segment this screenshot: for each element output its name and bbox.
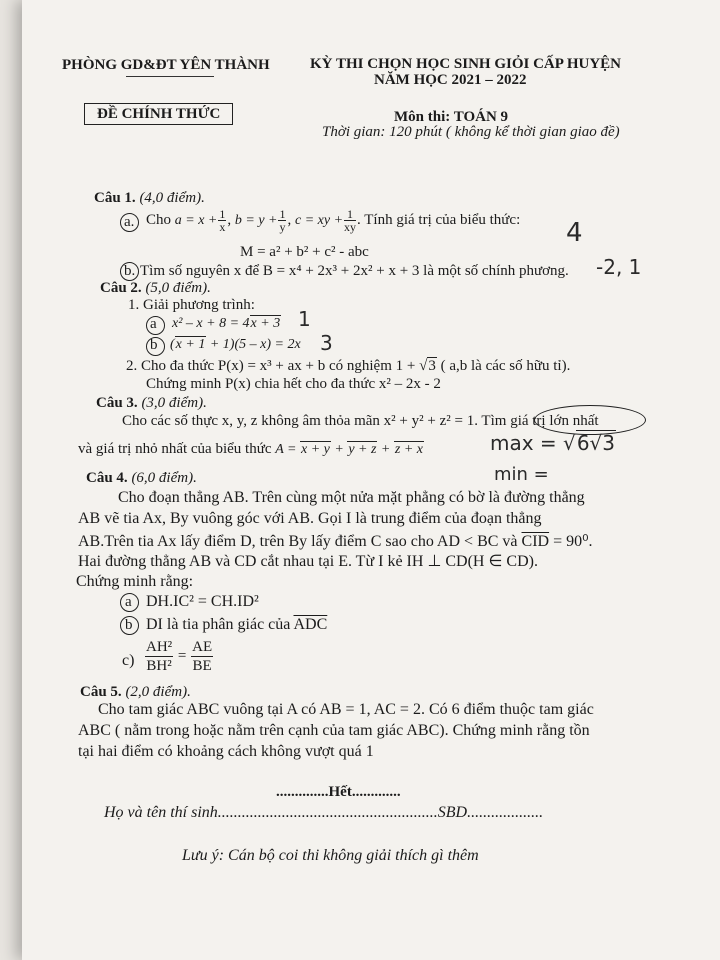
- q1b-text: Tìm số nguyên x để B = x⁴ + 2x³ + 2x² + x + 3 là một số chính phương.: [140, 263, 569, 279]
- q2b-handwritten: 3: [320, 331, 333, 355]
- q4c-equation: $\frac{\text{AH²}}{\text{BH²}}$ = $\frac{AE}{BE}$: [146, 639, 213, 674]
- exam-time: Thời gian: 120 phút ( không kể thời gian giao đề): [322, 124, 620, 140]
- q3-title: Câu 3. (3,0 điểm).: [96, 395, 207, 411]
- q4-line1: Cho đoạn thẳng AB. Trên cùng một nửa mặt phẳng có bờ là đường thẳng: [118, 489, 585, 506]
- q4-line2: AB vẽ tia Ax, By vuông góc với AB. Gọi I là trung điểm của đoạn thẳng: [78, 510, 542, 527]
- q4a-text: DH.IC² = CH.ID²: [146, 593, 259, 610]
- office-name: PHÒNG GD&ĐT YÊN THÀNH: [62, 57, 270, 73]
- q2-part1: 1. Giải phương trình:: [128, 297, 255, 313]
- q3-handwritten-min: min =: [494, 464, 549, 485]
- q2a-equation: x² – x + 8 = 4x + 3: [172, 316, 281, 331]
- q2a-label: a: [150, 316, 157, 332]
- q3-circled-phrase: giá trị lớn nhất: [510, 413, 599, 429]
- q2a-handwritten: 1: [298, 307, 311, 331]
- q2-title: Câu 2. (5,0 điểm).: [100, 280, 211, 296]
- q1a-given: Cho a = x + $\frac{1}{x}$ , b = y + $\frac{1}{y}$ , c = xy + $\frac{1}{xy}$ . Tính giá trị của biểu thức:: [146, 207, 521, 234]
- q5-title: Câu 5. (2,0 điểm).: [80, 684, 191, 700]
- school-year: NĂM HỌC 2021 – 2022: [374, 72, 527, 88]
- office-underline: [126, 76, 214, 77]
- q4-line3: AB.Trên tia Ax lấy điểm D, trên By lấy điểm C sao cho AD < BC và $\overline{CID} = 90^0$.: [78, 533, 593, 550]
- q2-part2-prove: Chứng minh P(x) chia hết cho đa thức x² – 2x - 2: [146, 376, 441, 392]
- q1a-tail: . Tính giá trị của biểu thức:: [357, 211, 521, 228]
- q4b-label: b: [125, 617, 133, 633]
- official-label: ĐỀ CHÍNH THỨC: [84, 103, 233, 125]
- q4-title: Câu 4. (6,0 điểm).: [86, 470, 197, 486]
- exam-title: KỲ THI CHỌN HỌC SINH GIỎI CẤP HUYỆN: [310, 56, 622, 72]
- q1b-label: b.: [124, 263, 136, 279]
- end-marker: ..............Hết.............: [276, 784, 401, 800]
- q2b-label: b: [150, 337, 158, 353]
- candidate-name-line: Họ và tên thí sinh.......................................................SBD...................: [104, 804, 544, 821]
- q1-title: Câu 1. (4,0 điểm).: [94, 190, 205, 206]
- q3-line2: và giá trị nhỏ nhất của biểu thức A = x + y + y + z + z + x: [78, 441, 423, 457]
- q1a-label: a.: [124, 214, 135, 230]
- q1a-cho: Cho: [146, 211, 172, 228]
- q2b-equation: (x + 1 + 1)(5 – x) = 2x: [170, 337, 301, 352]
- q3-line1: Cho các số thực x, y, z không âm thỏa mãn x² + y² + z² = 1. Tìm giá trị lớn nhất: [122, 413, 599, 429]
- q5-line1: Cho tam giác ABC vuông tại A có AB = 1, AC = 2. Có 6 điểm thuộc tam giác: [98, 701, 594, 718]
- exam-paper: [22, 0, 720, 960]
- q4a-label: a: [125, 594, 132, 610]
- q3-handwritten-max: max = √6√3: [490, 431, 616, 455]
- note: Lưu ý: Cán bộ coi thi không giải thích gì thêm: [182, 847, 479, 864]
- q4-line4: Hai đường thẳng AB và CD cắt nhau tại E. Từ I kẻ IH ⊥ CD(H ∈ CD).: [78, 553, 538, 570]
- q5-line2: ABC ( nằm trong hoặc nằm trên cạnh của tam giác ABC). Chứng minh rằng tồn: [78, 722, 590, 739]
- q1a-expression: M = a² + b² + c² - abc: [240, 244, 369, 260]
- q2-part2: 2. Cho đa thức P(x) = x³ + ax + b có nghiệm 1 + √3 ( a,b là các số hữu tỉ).: [126, 358, 571, 374]
- q1b-handwritten-answer: -2, 1: [596, 255, 642, 279]
- q1a-handwritten-answer: 4: [566, 218, 583, 248]
- q4b-text: DI là tia phân giác của $\overline{ADC}$: [146, 616, 328, 633]
- q5-line3: tại hai điểm có khoảng cách không vượt quá 1: [78, 743, 374, 760]
- q4-line5: Chứng minh rằng:: [76, 573, 194, 590]
- subject: Môn thi: TOÁN 9: [394, 109, 509, 125]
- q4c-label: c): [122, 652, 135, 669]
